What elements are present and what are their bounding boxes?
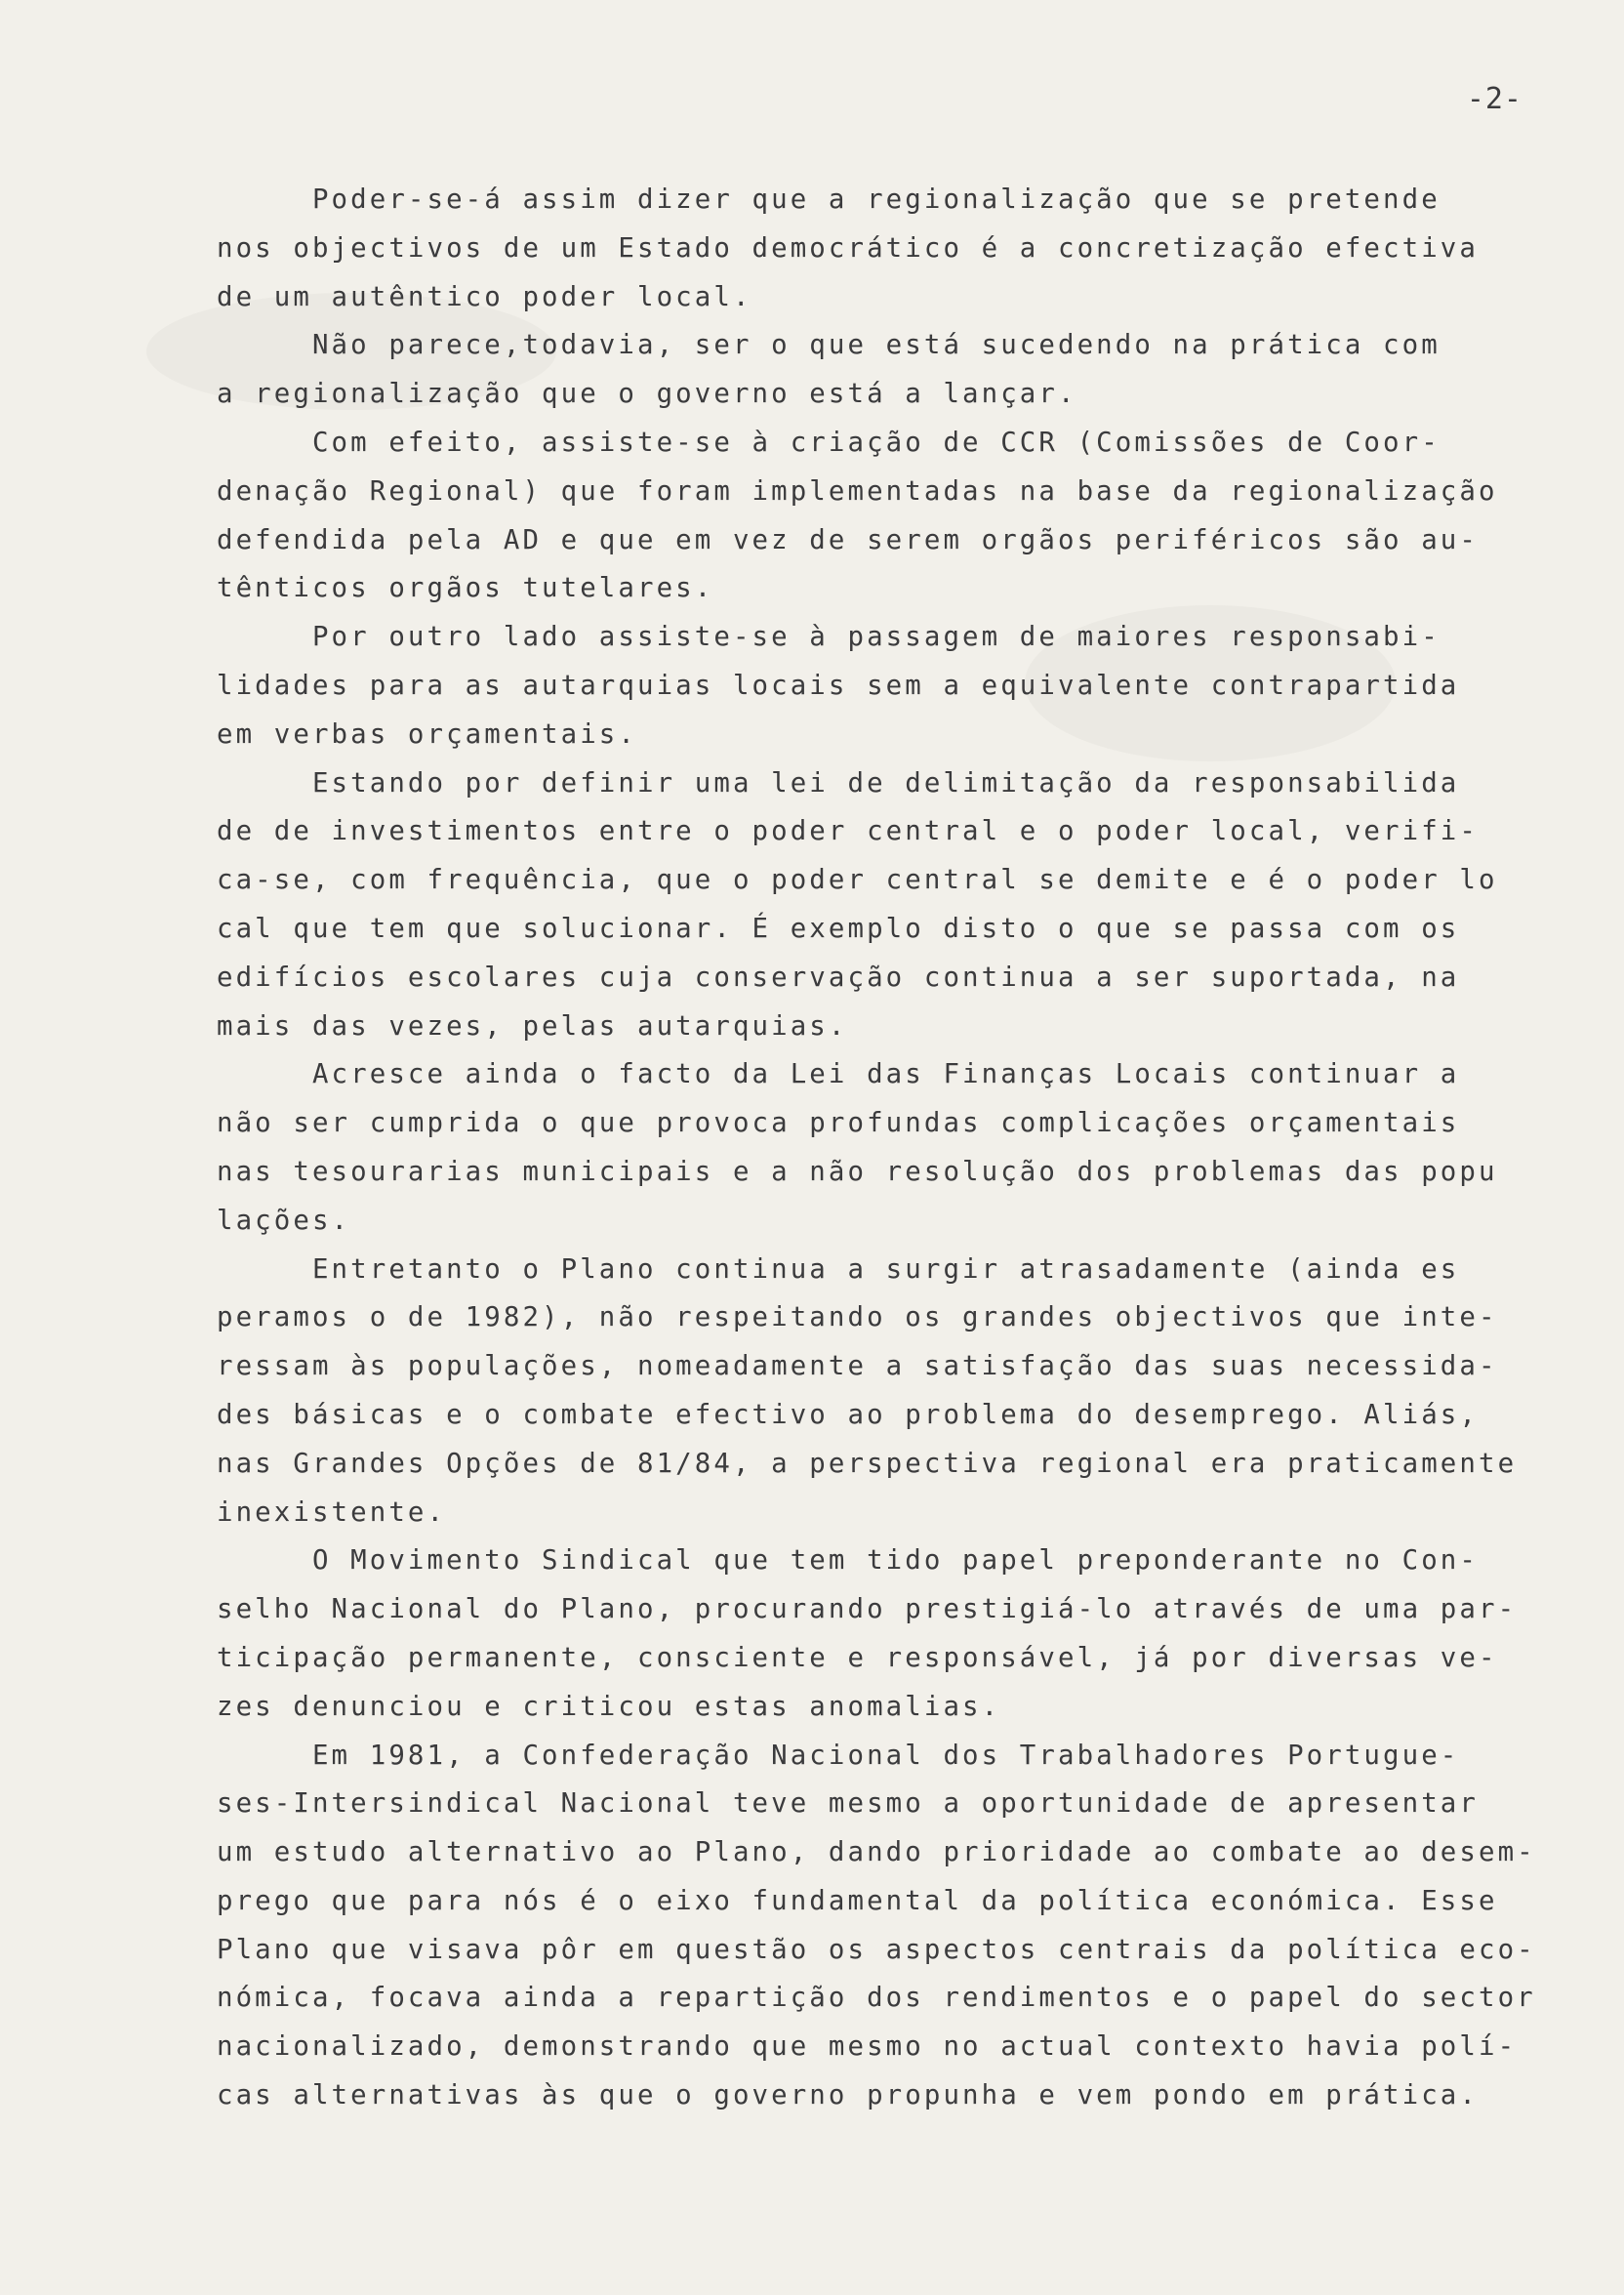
page-number: -2-	[1466, 82, 1522, 116]
paragraph	[217, 419, 1573, 613]
text-line: nas tesourarias municipais e a não resolução dos problemas das popu	[217, 1156, 1498, 1187]
text-line: ticipação permanente, consciente e responsável, já por diversas ve-	[217, 1642, 1498, 1673]
text-line: edifícios escolares cuja conservação continua a ser suportada, na	[217, 962, 1460, 993]
text-line: não ser cumprida o que provoca profundas complicações orçamentais	[217, 1108, 1460, 1139]
text-line: inexistente.	[217, 1496, 447, 1528]
text-line: Entretanto o Plano continua a surgir atrasadamente (ainda es	[217, 1253, 1460, 1285]
text-line: Com efeito, assiste-se à criação de CCR (Comissões de Coor-	[217, 427, 1441, 458]
paragraph	[217, 1537, 1573, 1731]
paragraph	[217, 759, 1573, 1051]
text-line: nómica, focava ainda a repartição dos rendimentos e o papel do sector	[217, 1983, 1536, 2014]
paragraph	[217, 1050, 1573, 1245]
text-line: um estudo alternativo ao Plano, dando prioridade ao combate ao desem-	[217, 1837, 1536, 1868]
text-line: zes denunciou e criticou estas anomalias.	[217, 1691, 1001, 1722]
text-line: selho Nacional do Plano, procurando prestigiá-lo através de uma par-	[217, 1594, 1518, 1625]
text-line: des básicas e o combate efectivo ao problema do desemprego. Aliás,	[217, 1399, 1479, 1430]
text-line: em verbas orçamentais.	[217, 718, 637, 750]
paragraph	[217, 613, 1573, 758]
text-line: Não parece,todavia, ser o que está sucedendo na prática com	[217, 330, 1441, 361]
text-line: Poder-se-á assim dizer que a regionalização que se pretende	[217, 184, 1441, 215]
text-line: de um autêntico poder local.	[217, 281, 752, 312]
text-line: nos objectivos de um Estado democrático é a concretização efectiva	[217, 232, 1479, 264]
text-line: tênticos orgãos tutelares.	[217, 573, 714, 604]
text-line: cal que tem que solucionar. É exemplo disto o que se passa com os	[217, 913, 1460, 944]
paragraph	[217, 321, 1573, 419]
text-line: nas Grandes Opções de 81/84, a perspectiva regional era praticamente	[217, 1448, 1518, 1479]
text-line: prego que para nós é o eixo fundamental da política económica. Esse	[217, 1885, 1498, 1916]
text-line: Estando por definir uma lei de delimitação da responsabilida	[217, 767, 1460, 799]
text-line: ressam às populações, nomeadamente a satisfação das suas necessida-	[217, 1351, 1498, 1382]
text-line: ca-se, com frequência, que o poder central se demite e é o poder lo	[217, 865, 1498, 896]
text-line: de de investimentos entre o poder central e o poder local, verifi-	[217, 816, 1479, 847]
text-line: Acresce ainda o facto da Lei das Finanças Locais continuar a	[217, 1059, 1460, 1090]
text-line: Plano que visava pôr em questão os aspectos centrais da política eco-	[217, 1934, 1536, 1965]
text-line: defendida pela AD e que em vez de serem orgãos periféricos são au-	[217, 524, 1479, 555]
text-line: ses-Intersindical Nacional teve mesmo a oportunidade de apresentar	[217, 1788, 1479, 1820]
text-line: Em 1981, a Confederação Nacional dos Trabalhadores Portugue-	[217, 1740, 1460, 1771]
paragraph	[217, 1732, 1573, 2120]
paragraph	[217, 1246, 1573, 1537]
paragraph	[217, 176, 1573, 321]
body-text	[217, 176, 1573, 2120]
text-line: denação Regional) que foram implementadas na base da regionalização	[217, 475, 1498, 507]
text-line: peramos o de 1982), não respeitando os grandes objectivos que inte-	[217, 1302, 1498, 1333]
text-line: cas alternativas às que o governo propunha e vem pondo em prática.	[217, 2080, 1479, 2111]
text-line: Por outro lado assiste-se à passagem de maiores responsabi-	[217, 622, 1441, 653]
text-line: mais das vezes, pelas autarquias.	[217, 1010, 848, 1042]
text-line: lações.	[217, 1205, 351, 1236]
text-line: O Movimento Sindical que tem tido papel preponderante no Con-	[217, 1545, 1479, 1577]
text-line: a regionalização que o governo está a lançar.	[217, 379, 1077, 410]
text-line: lidades para as autarquias locais sem a equivalente contrapartida	[217, 670, 1460, 701]
text-line: nacionalizado, demonstrando que mesmo no actual contexto havia polí-	[217, 2031, 1518, 2063]
